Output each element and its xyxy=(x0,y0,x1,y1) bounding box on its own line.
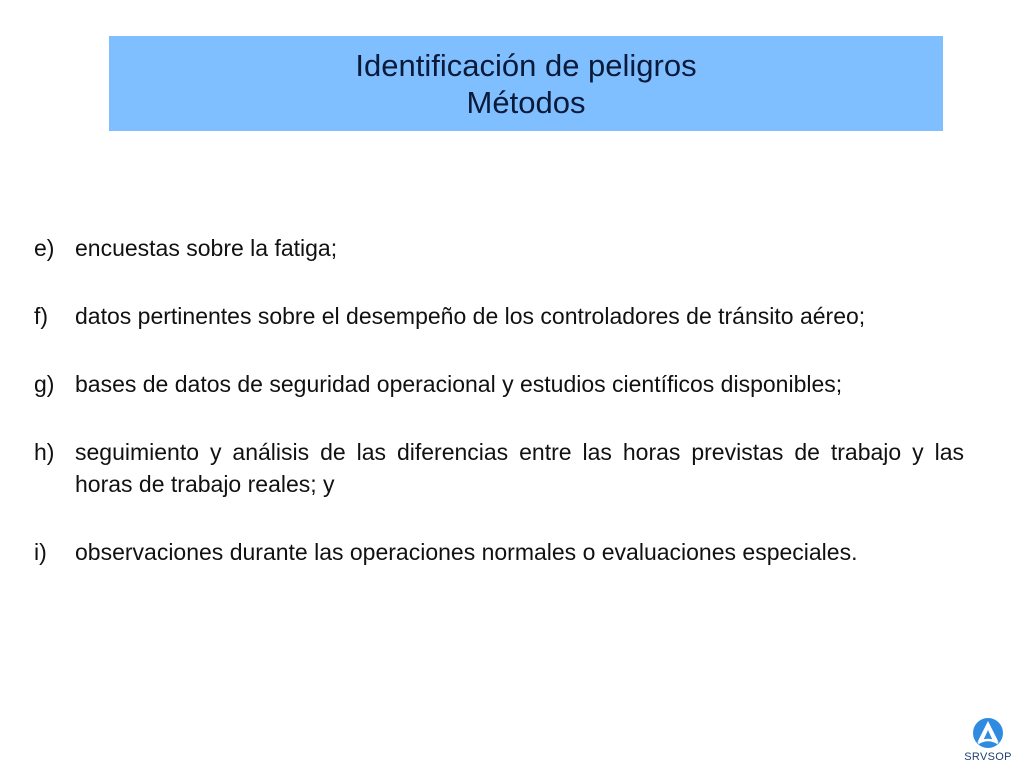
list-item-i xyxy=(34,536,964,568)
list-marker: f) xyxy=(34,303,49,329)
list-marker: e) xyxy=(34,235,55,261)
title-banner xyxy=(109,36,943,131)
title-line-1: Identificación de peligros xyxy=(355,47,697,83)
list-item-e xyxy=(34,232,964,264)
list-marker: g) xyxy=(34,371,55,397)
list-marker: i) xyxy=(34,539,47,565)
list-item-text: bases de datos de seguridad operacional y estudios científicos disponibles; xyxy=(75,371,843,397)
list-item-g xyxy=(34,368,964,400)
list-item-text: seguimiento y análisis de las diferencias entre las horas previstas de trabajo y las horas de trabajo reales; y xyxy=(75,439,964,497)
title-line-2: Métodos xyxy=(466,84,586,120)
logo-text: SRVSOP xyxy=(964,751,1012,763)
list-item-text: encuestas sobre la fatiga; xyxy=(75,235,338,261)
list-item-f xyxy=(34,300,964,332)
methods-list xyxy=(34,232,964,604)
srvsop-logo xyxy=(956,716,1020,766)
srvsop-logo-icon xyxy=(972,716,1004,750)
list-item-text: datos pertinentes sobre el desempeño de los controladores de tránsito aéreo; xyxy=(75,303,866,329)
list-marker: h) xyxy=(34,439,55,465)
list-item-h xyxy=(34,436,964,500)
list-item-text: observaciones durante las operaciones normales o evaluaciones especiales. xyxy=(75,539,858,565)
